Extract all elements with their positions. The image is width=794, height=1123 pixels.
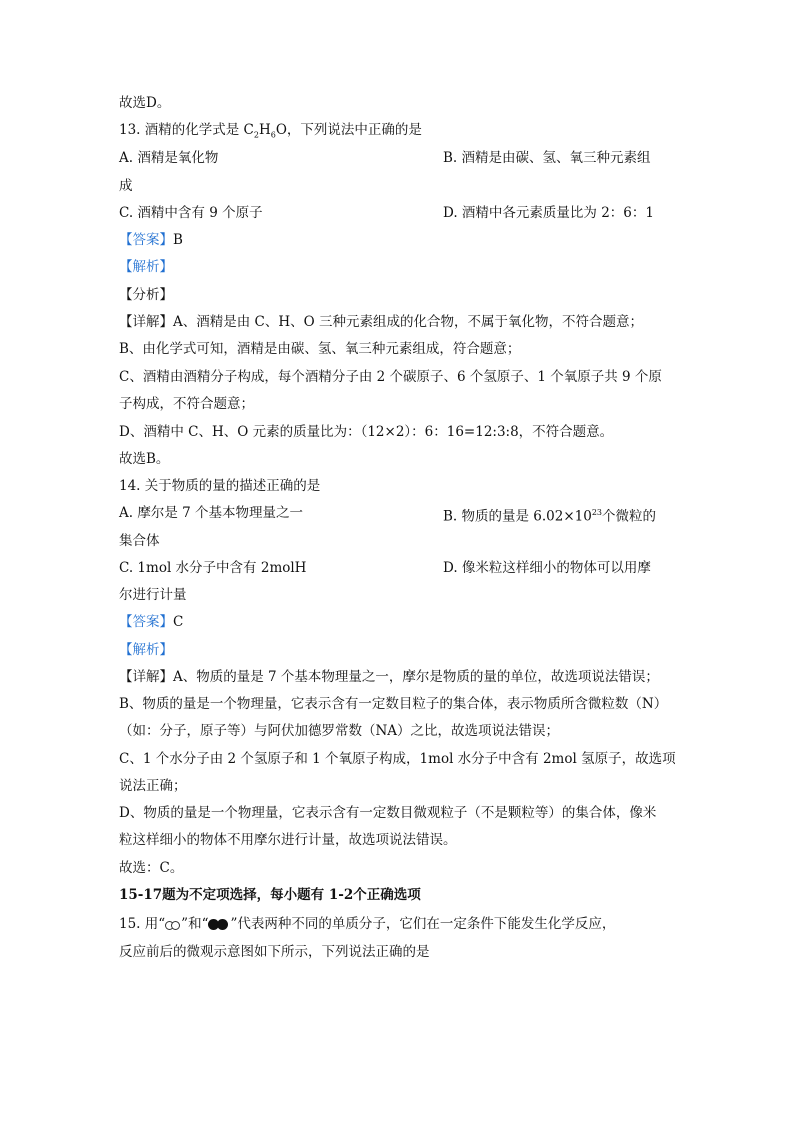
q13-option-c: C. 酒精中含有 9 个原子 [119, 205, 263, 221]
q14-option-c: C. 1mol 水分子中含有 2molH [119, 560, 307, 576]
q14-detail-b-cont: （如：分子，原子等）与阿伏加德罗常数（NA）之比，故选项说法错误； [119, 723, 560, 739]
q13-detail-b: B、由化学式可知，酒精是由碳、氢、氧三种元素组成，符合题意； [119, 341, 521, 357]
q13-option-b-cont: 成 [119, 178, 133, 194]
q14-option-b-cont: 集合体 [119, 533, 160, 549]
q13-option-b: B. 酒精是由碳、氢、氧三种元素组 [443, 150, 651, 166]
q13-detail-a: 【详解】A、酒精是由 C、H、O 三种元素组成的化合物，不属于氧化物，不符合题意； [119, 314, 644, 330]
q13-jiexi-tag: 【解析】 [119, 259, 173, 275]
q14-option-a: A. 摩尔是 7 个基本物理量之一 [119, 505, 304, 521]
q15-stem: 15. 用“ ”和“ ”代表两种不同的单质分子，它们在一定条件下能发生化学反应， [119, 916, 616, 932]
q13-fenxi-tag: 【分析】 [119, 287, 173, 303]
answer-tag: 【答案】 [119, 232, 173, 248]
section-heading: 15-17题为不定项选择，每小题有 1-2个正确选项 [119, 887, 421, 903]
q14-option-d-cont: 尔进行计量 [119, 587, 187, 603]
q13-detail-c: C、酒精由酒精分子构成，每个酒精分子由 2 个碳原子、6 个氢原子、1 个氧原子共 9 个原 [119, 369, 662, 385]
q14-jiexi-tag: 【解析】 [119, 642, 173, 658]
q14-answer: 【答案】C [119, 614, 184, 630]
q13-option-d: D. 酒精中各元素质量比为 2：6：1 [443, 205, 654, 221]
q13-conclusion: 故选B。 [119, 451, 170, 467]
q13-detail-c-cont: 子构成，不符合题意； [119, 396, 254, 412]
detail-tag: 【详解】 [119, 314, 173, 330]
open-molecule-icon [165, 919, 181, 931]
q14-detail-c: C、1 个水分子由 2 个氢原子和 1 个氧原子构成，1mol 水分子中含有 2mol 氢原子，故选项 [119, 751, 676, 767]
detail-tag: 【详解】 [119, 669, 173, 685]
q15-stem-cont: 反应前后的微观示意图如下所示，下列说法正确的是 [119, 944, 430, 960]
q14-detail-d-cont: 粒这样细小的物体不用摩尔进行计量，故选项说法错误。 [119, 832, 457, 848]
q14-detail-b: B、物质的量是一个物理量，它表示含有一定数目粒子的集合体，表示物质所含微粒数（N） [119, 696, 668, 712]
q14-option-d: D. 像米粒这样细小的物体可以用摩 [443, 560, 651, 576]
answer-tag: 【答案】 [119, 614, 173, 630]
q13-stem: 13. 酒精的化学式是 $C_2H_6O$，下列说法中正确的是 [119, 122, 422, 140]
q14-conclusion: 故选：C。 [119, 860, 184, 876]
q13-detail-d: D、酒精中 C、H、O 元素的质量比为：（12×2）：6：16=12:3:8，不符合题意。 [119, 424, 614, 440]
q13-option-a: A. 酒精是氧化物 [119, 150, 219, 166]
filled-molecule-icon [208, 919, 230, 931]
q13-answer: 【答案】B [119, 232, 183, 248]
q14-option-b: B. 物质的量是 $6.02\times 10^{23}$个微粒的 [443, 508, 657, 525]
q14-stem: 14. 关于物质的量的描述正确的是 [119, 478, 321, 494]
q14-detail-c-cont: 说法正确； [119, 778, 187, 794]
q14-detail-a: 【详解】A、物质的量是 7 个基本物理量之一，摩尔是物质的量的单位，故选项说法错误； [119, 669, 659, 685]
q14-detail-d: D、物质的量是一个物理量，它表示含有一定数目微观粒子（不是颗粒等）的集合体，像米 [119, 805, 657, 821]
q12-conclusion: 故选D。 [119, 95, 171, 111]
